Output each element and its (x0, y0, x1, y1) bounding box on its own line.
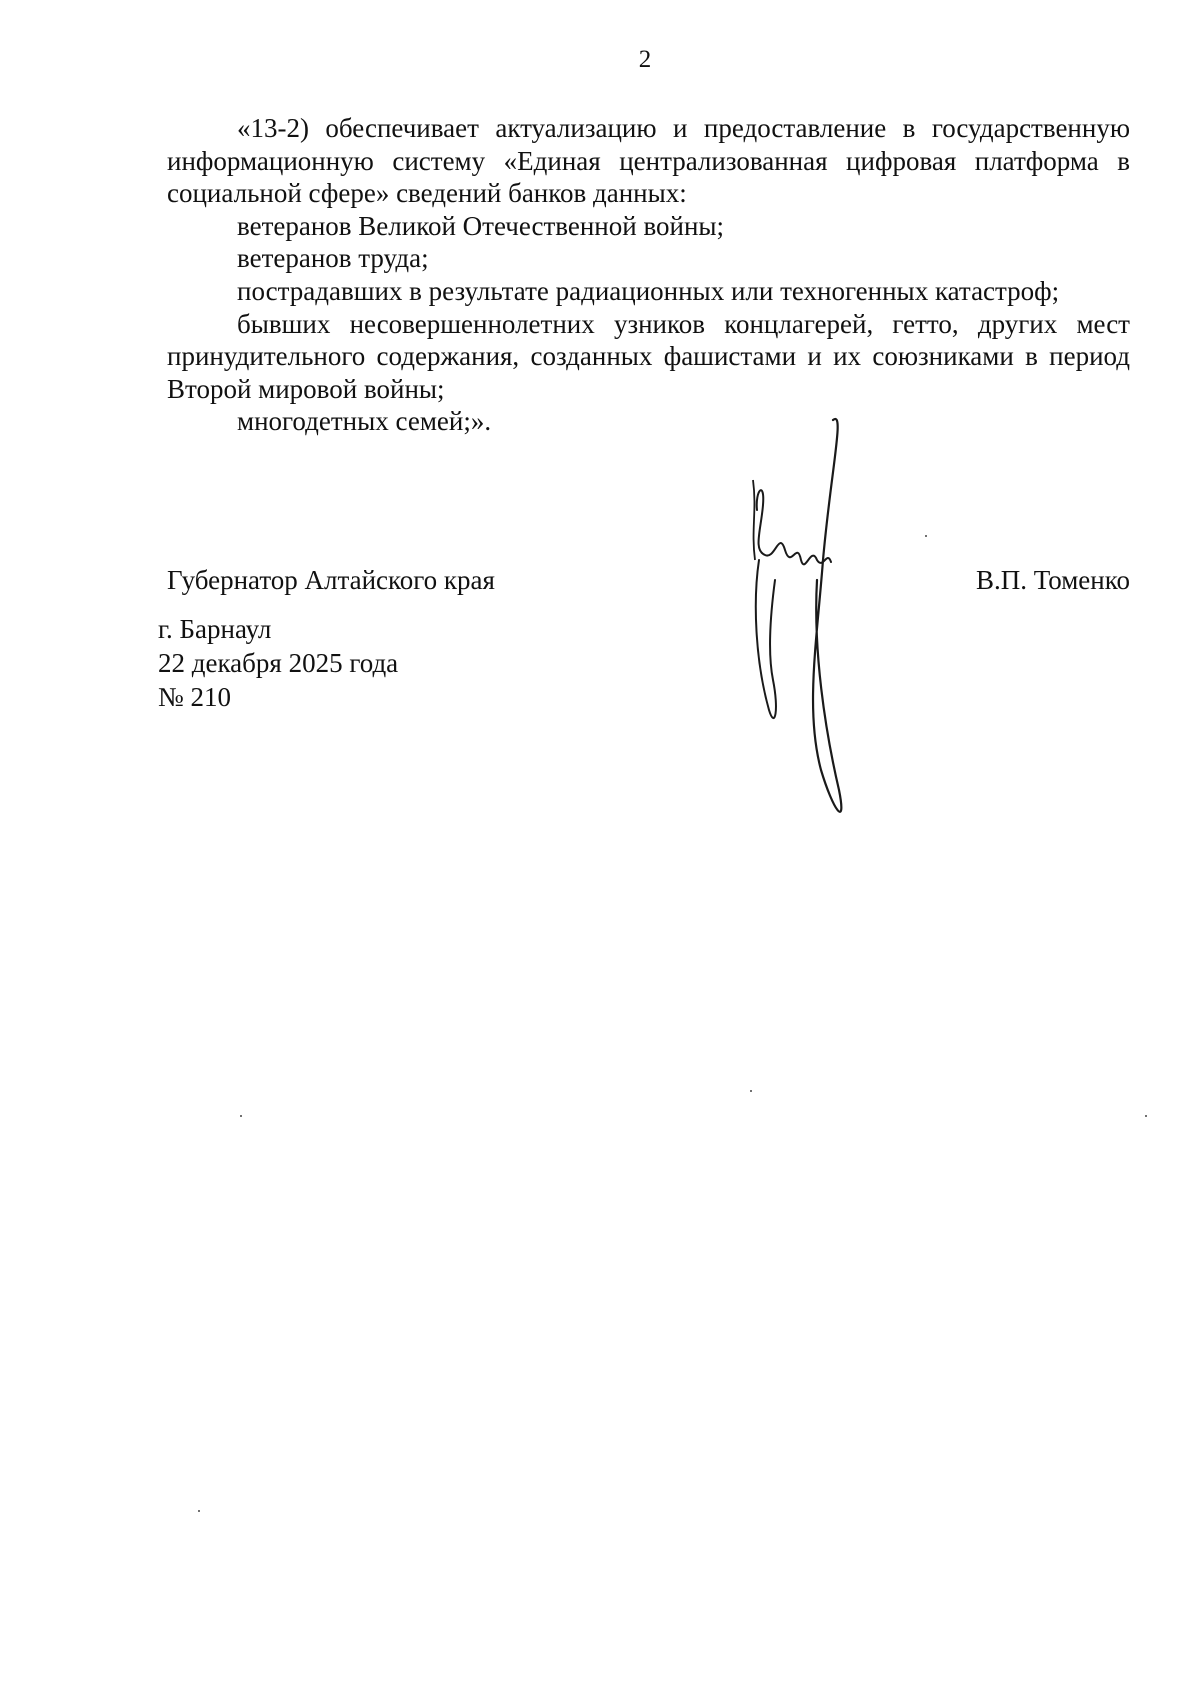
document-body (167, 112, 1130, 438)
scan-speck (750, 1090, 752, 1092)
list-item-large-families: многодетных семей;». (237, 406, 492, 437)
page-number: 2 (638, 46, 652, 73)
signer-position: Губернатор Алтайского края (167, 565, 495, 595)
scan-speck (198, 1510, 200, 1512)
scan-speck (240, 1115, 242, 1117)
signer-name: В.П. Томенко (976, 565, 1130, 595)
footer-date: 22 декабря 2025 года (158, 648, 399, 678)
list-item-wwii-veterans: ветеранов Великой Отечественной войны; (237, 210, 725, 241)
list-item-camp-prisoners: бывших несовершеннолетних узников концлагерей, гетто, других мест принудительного содержания, созданных фашистами и их союзниками в период Второй мировой войны; (167, 308, 1130, 404)
scan-speck (925, 535, 927, 537)
paragraph-intro: «13-2) обеспечивает актуализацию и предоставление в государственную информационную систему «Единая централизованная цифровая платформа в социальной сфере» сведений банков данных: (167, 113, 1130, 209)
scan-speck (1145, 1115, 1147, 1117)
document-footer (158, 612, 398, 714)
list-item-labor-veterans: ветеранов труда; (237, 243, 429, 274)
footer-number: № 210 (158, 682, 232, 712)
handwritten-signature (735, 410, 905, 840)
footer-city: г. Барнаул (158, 614, 272, 644)
list-item-disaster-victims: пострадавших в результате радиационных или техногенных катастроф; (237, 275, 1060, 306)
